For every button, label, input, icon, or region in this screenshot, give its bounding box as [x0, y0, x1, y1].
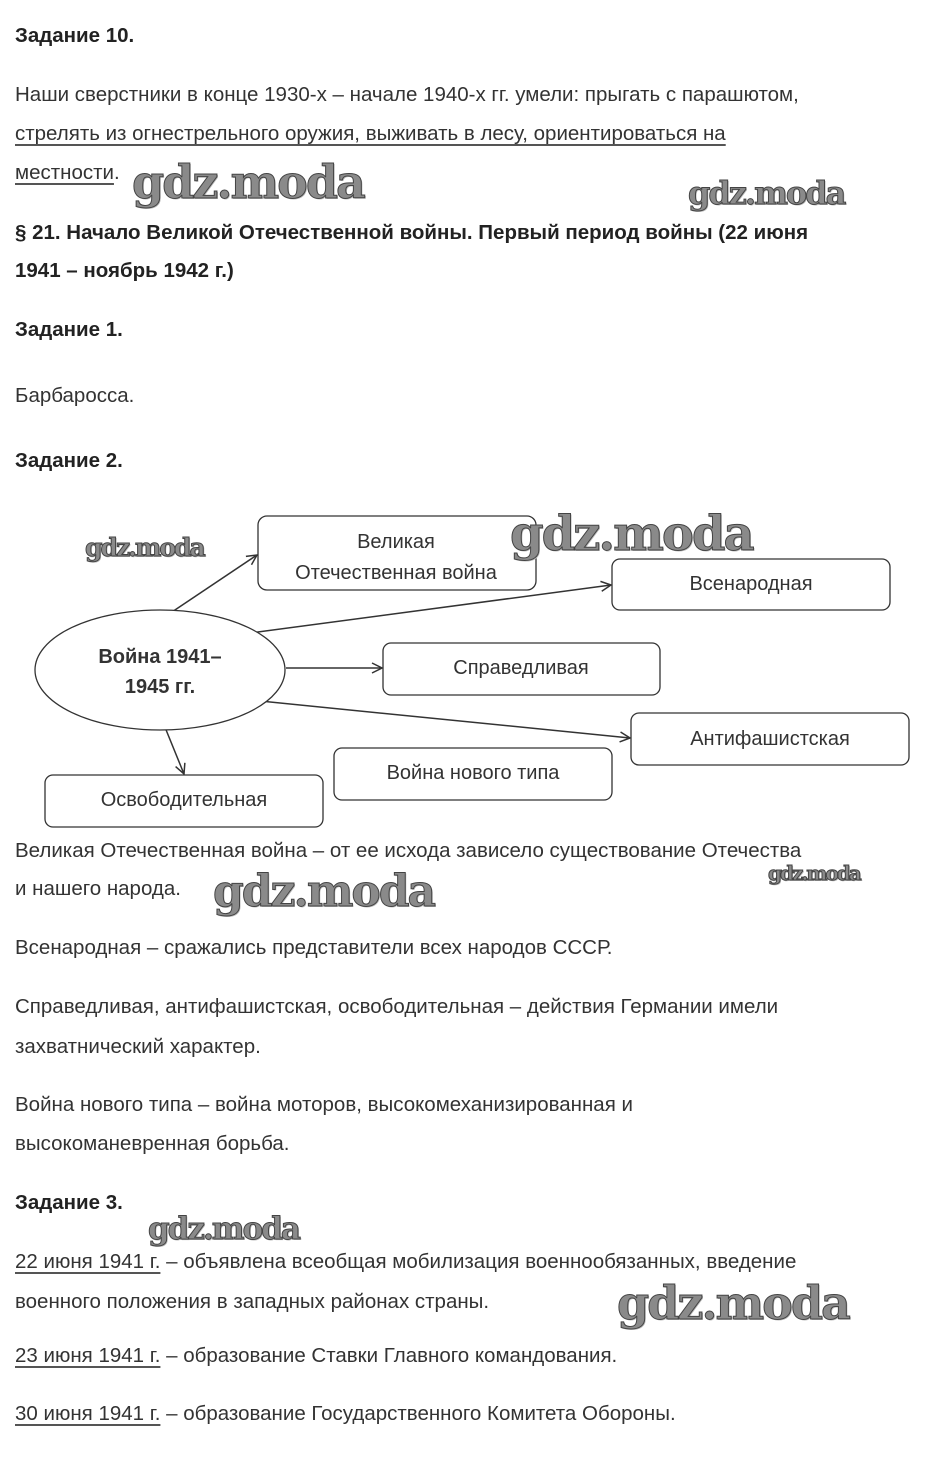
watermark: gdz.moda [213, 866, 435, 917]
box-label: Война нового типа [386, 762, 560, 784]
task1-title: Задание 1. [15, 318, 123, 341]
arrow [250, 585, 611, 633]
event-text: – образование Государственного Комитета Обороны. [160, 1402, 676, 1425]
paragraph: и нашего народа. [15, 877, 181, 900]
event-item [15, 1401, 676, 1427]
watermark: gdz.moda [510, 506, 753, 562]
watermark: gdz.moda [688, 174, 845, 212]
box-label: Отечественная война [295, 562, 497, 584]
section-title: 1941 – ноябрь 1942 г.) [15, 259, 234, 282]
paragraph: Всенародная – сражались представители всех народов СССР. [15, 936, 613, 959]
section-title: § 21. Начало Великой Отечественной войны. Первый период войны (22 июня [15, 221, 809, 244]
event-item: военного положения в западных районах страны. [15, 1290, 490, 1313]
paragraph: Великая Отечественная война – от ее исхода зависело существование Отечества [15, 839, 802, 862]
event-text: – объявлена всеобщая мобилизация военнообязанных, введение [160, 1250, 797, 1273]
box-label: Великая [357, 531, 435, 553]
event-text: – образование Ставки Главного командования. [160, 1344, 618, 1367]
paragraph: Война нового типа – война моторов, высокомеханизированная и [15, 1093, 633, 1116]
box-label: Всенародная [689, 573, 813, 595]
event-date: 22 июня 1941 г. [15, 1250, 161, 1273]
paragraph: захватнический характер. [15, 1035, 261, 1058]
paragraph: высокоманевренная борьба. [15, 1132, 290, 1155]
arrow [250, 700, 630, 738]
task10-title: Задание 10. [15, 24, 135, 47]
period: . [113, 161, 120, 184]
underlined-text: местности [15, 161, 114, 184]
watermark: gdz.moda [768, 861, 860, 885]
center-label: Война 1941– [98, 646, 222, 668]
watermark: gdz.moda [132, 155, 364, 209]
center-label: 1945 гг. [124, 676, 196, 698]
event-item [15, 1343, 617, 1369]
task10-line: стрелять из огнестрельного оружия, выживать в лесу, ориентироваться на [15, 122, 726, 145]
box-label: Антифашистская [690, 728, 850, 750]
task3-title: Задание 3. [15, 1191, 123, 1214]
paragraph: Справедливая, антифашистская, освободительная – действия Германии имели [15, 995, 779, 1018]
watermark: gdz.moda [148, 1211, 299, 1247]
watermark: gdz.moda [85, 533, 204, 562]
event-item [15, 1249, 796, 1275]
task1-answer: Барбаросса. [15, 384, 135, 407]
watermark: gdz.moda [617, 1276, 849, 1330]
task10-line: Наши сверстники в конце 1930-х – начале 1940-х гг. умели: прыгать с парашютом, [15, 83, 799, 106]
center-ellipse [35, 610, 285, 730]
task2-title: Задание 2. [15, 449, 123, 472]
box-label: Освободительная [100, 789, 268, 811]
task10-line [15, 160, 120, 186]
box-label: Справедливая [453, 657, 589, 679]
event-date: 30 июня 1941 г. [15, 1402, 161, 1425]
event-date: 23 июня 1941 г. [15, 1344, 161, 1367]
